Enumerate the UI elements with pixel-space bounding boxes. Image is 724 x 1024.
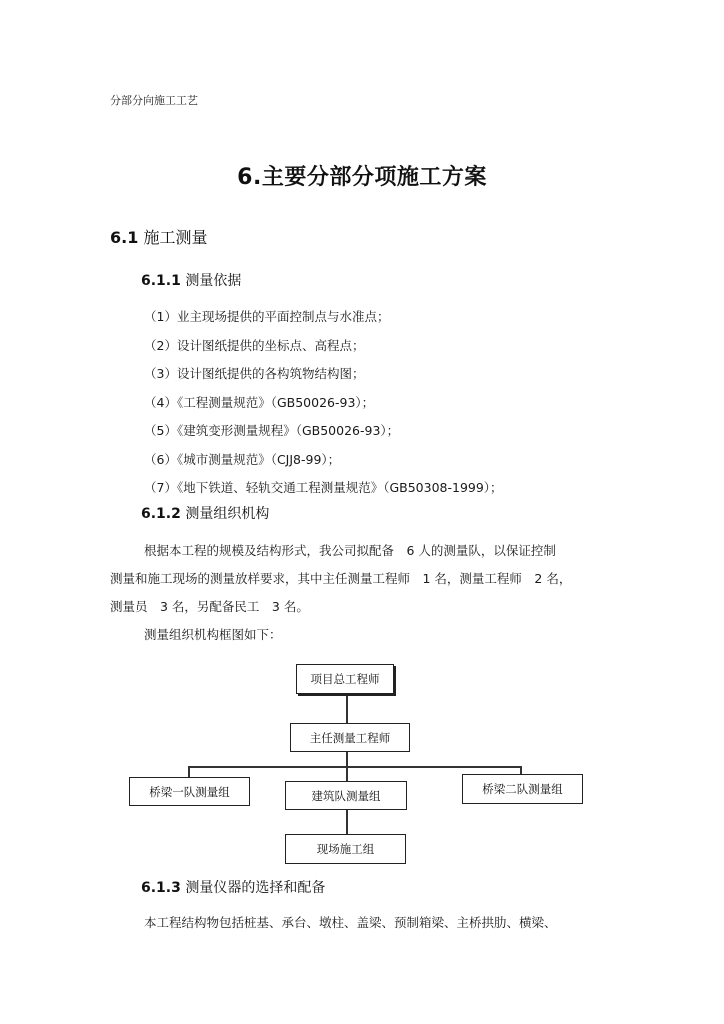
basis-item: （2）设计图纸提供的坐标点、高程点； — [144, 338, 365, 353]
org-box-bridge-team-2: 桥梁二队测量组 — [462, 774, 583, 804]
connector-line — [346, 766, 348, 782]
subsection-heading-instruments — [141, 877, 325, 897]
org-box-chief-survey-engineer: 主任测量工程师 — [290, 723, 410, 752]
chart-intro: 测量组织机构框图如下： — [144, 627, 282, 642]
page-header: 分部分向施工工艺 — [110, 94, 198, 107]
basis-item: （7）《地下铁道、轻轨交通工程测量规范》（GB50308-1999）； — [144, 480, 503, 495]
org-box-bridge-team-1: 桥梁一队测量组 — [129, 777, 250, 806]
subsection-number: 6.1.2 — [141, 506, 181, 522]
basis-item: （3）设计图纸提供的各构筑物结构图； — [144, 366, 365, 381]
subsection-heading-organization — [141, 503, 269, 523]
paragraph-line: 本工程结构物包括桩基、承台、墩柱、盖梁、预制箱梁、主桥拱肋、横梁、 — [144, 915, 557, 930]
org-box-site-construction: 现场施工组 — [285, 834, 406, 864]
subsection-number: 6.1.3 — [141, 880, 181, 896]
subsection-title: 测量依据 — [185, 273, 242, 289]
paragraph-line: 根据本工程的规模及结构形式，我公司拟配备 6 人的测量队，以保证控制 — [144, 543, 556, 558]
basis-item: （6）《城市测量规范》（CJJ8-99）； — [144, 452, 341, 467]
paragraph-line: 测量和施工现场的测量放样要求，其中主任测量工程师 1 名，测量工程师 2 名， — [110, 571, 572, 586]
org-box-building-team: 建筑队测量组 — [285, 781, 407, 810]
org-box-chief-engineer: 项目总工程师 — [296, 664, 394, 694]
section-title: 施工测量 — [143, 228, 208, 247]
subsection-number: 6.1.1 — [141, 273, 181, 289]
paragraph-line: 测量员 3 名，另配备民工 3 名。 — [110, 599, 309, 614]
subsection-title: 测量仪器的选择和配备 — [185, 880, 326, 896]
connector-line — [346, 752, 348, 766]
basis-item: （5）《建筑变形测量规程》（GB50026-93）； — [144, 423, 400, 438]
basis-item: （4）《工程测量规范》（GB50026-93）； — [144, 395, 375, 410]
subsection-title: 测量组织机构 — [185, 506, 270, 522]
document-title: 6.主要分部分项施工方案 — [237, 165, 487, 190]
connector-line — [520, 766, 522, 774]
section-heading — [110, 225, 207, 248]
section-number: 6.1 — [110, 228, 139, 247]
subsection-heading-basis — [141, 270, 241, 290]
connector-line — [346, 693, 348, 723]
basis-item: （1）业主现场提供的平面控制点与水准点； — [144, 309, 390, 324]
connector-line — [346, 810, 348, 834]
connector-line — [188, 766, 520, 768]
